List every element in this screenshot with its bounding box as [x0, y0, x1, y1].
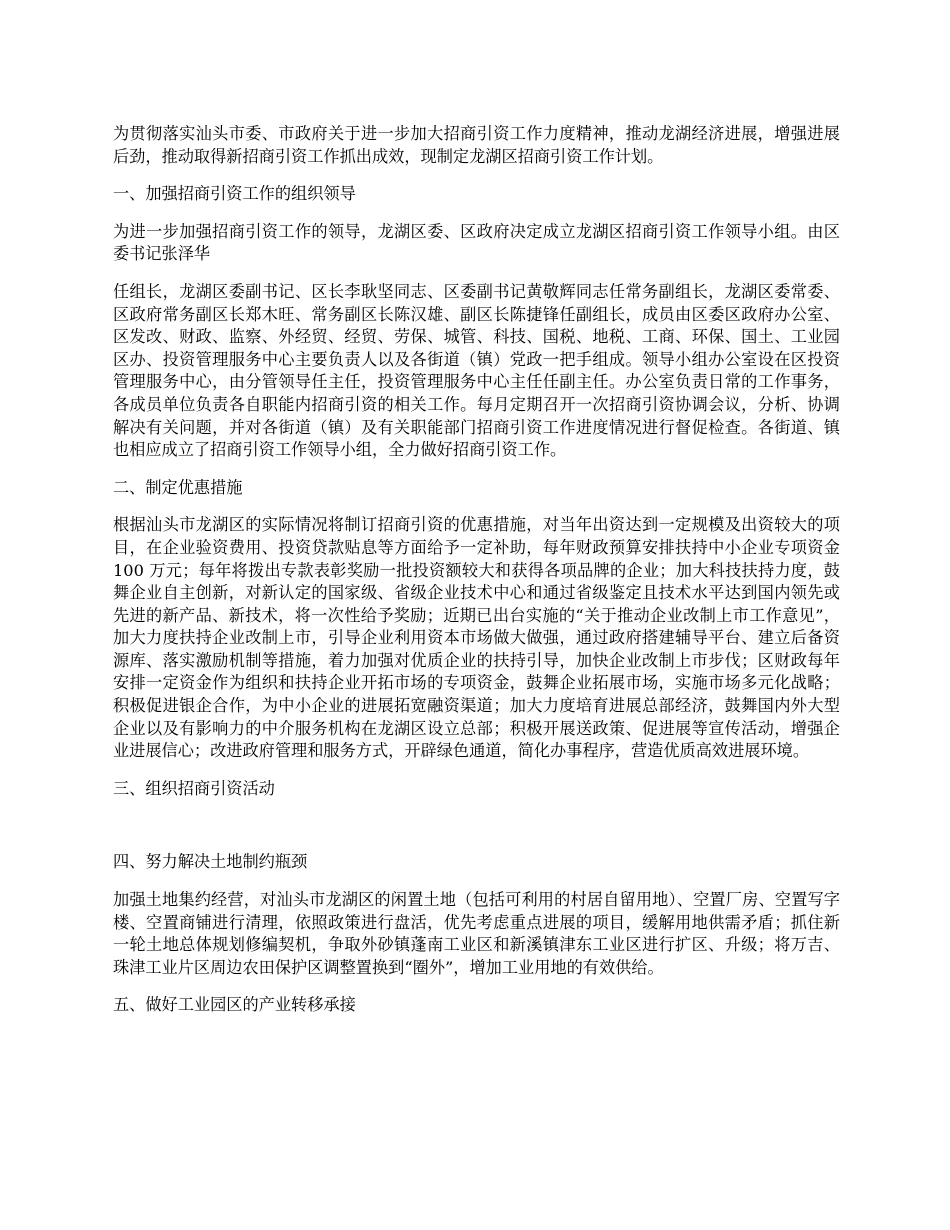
section-5-heading: 五、做好工业园区的产业转移承接 — [113, 995, 356, 1015]
section-3-heading: 三、组织招商引资活动 — [113, 778, 275, 798]
document-page — [113, 123, 840, 1032]
section-2-heading: 二、制定优惠措施 — [113, 477, 243, 497]
section-2-paragraph-1: 根据汕头市龙湖区的实际情况将制订招商引资的优惠措施，对当年出资达到一定规模及出资较大的项目，在企业验资费用、投资贷款贴息等方面给予一定补助，每年财政预算安排扶持中小企业专项资金 100 万元；每年将拨出专款表彰奖励一批投资额较大和获得各项品牌的企业；加大科技扶持力度，鼓舞企业自主创新，对新认定的国家级、省级企业技术中心和通过省级鉴定且技术水平达到国内领先或先进的新产品、新技术，将一次性给予奖励；近期已出台实施的“关于推动企业改制上市工作意见”，加大力度扶持企业改制上市，引导企业利用资本市场做大做强，通过政府搭建辅导平台、建立后备资源库、落实激励机制等措施，着力加强对优质企业的扶持引导，加快企业改制上市步伐；区财政每年安排一定资金作为组织和扶持企业开拓市场的专项资金，鼓舞企业拓展市场，实施市场多元化战略；积极促进银企合作，为中小企业的进展拓宽融资渠道；加大力度培育进展总部经济，鼓舞国内外大型企业以及有影响力的中介服务机构在龙湖区设立总部；积极开展送政策、促进展等宣传活动，增强企业进展信心；改进政府管理和服务方式，开辟绿色通道，简化办事程序，营造优质高效进展环境。 — [113, 515, 840, 761]
section-4-heading: 四、努力解决土地制约瓶颈 — [113, 852, 308, 872]
section-4-paragraph-1: 加强土地集约经营，对汕头市龙湖区的闲置土地（包括可利用的村居自留用地）、空置厂房、空置写字楼、空置商铺进行清理，依照政策进行盘活，优先考虑重点进展的项目，缓解用地供需矛盾；抓住新一轮土地总体规划修编契机，争取外砂镇蓬南工业区和新溪镇津东工业区进行扩区、升级；将万吉、珠津工业片区周边农田保护区调整置换到“圈外”，增加工业用地的有效供给。 — [113, 890, 840, 977]
intro-paragraph: 为贯彻落实汕头市委、市政府关于进一步加大招商引资工作力度精神，推动龙湖经济进展，增强进展后劲，推动取得新招商引资工作抓出成效，现制定龙湖区招商引资工作计划。 — [113, 124, 840, 166]
section-1-paragraph-1: 为进一步加强招商引资工作的领导，龙湖区委、区政府决定成立龙湖区招商引资工作领导小组。由区委书记张泽华 — [113, 221, 840, 264]
section-1-paragraph-2: 任组长，龙湖区委副书记、区长李耿坚同志、区委副书记黄敬辉同志任常务副组长，龙湖区委常委、区政府常务副区长郑木旺、常务副区长陈汉雄、副区长陈捷锋任副组长，成员由区委区政府办公室、区发改、财政、监察、外经贸、经贸、劳保、城管、科技、国税、地税、工商、环保、国土、工业园区办、投资管理服务中心主要负责人以及各街道（镇）党政一把手组成。领导小组办公室设在区投资管理服务中心，由分管领导任主任，投资管理服务中心主任任副主任。办公室负责日常的工作事务，各成员单位负责各自职能内招商引资的相关工作。每月定期召开一次招商引资协调会议，分析、协调解决有关问题，并对各街道（镇）及有关职能部门招商引资工作进度情况进行督促检查。各街道、镇也相应成立了招商引资工作领导小组，全力做好招商引资工作。 — [113, 281, 840, 460]
section-3-blank-space — [113, 815, 840, 851]
section-1-heading: 一、加强招商引资工作的组织领导 — [113, 184, 356, 204]
